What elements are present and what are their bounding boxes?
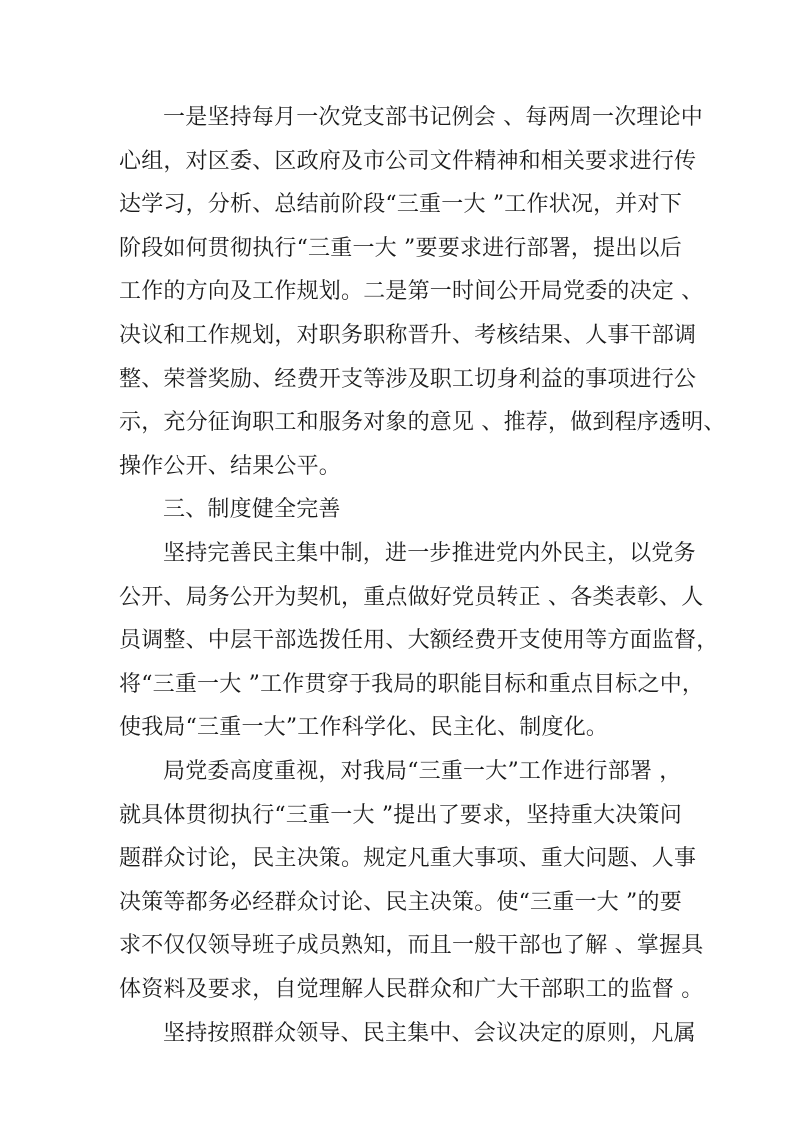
section-heading: 三、制度健全完善: [163, 497, 341, 523]
paragraph-line: 员调整、中层干部选拨任用、大额经费开支使用等方面监督，: [119, 628, 719, 654]
paragraph-line: 整、荣誉奖励、经费开支等涉及职工切身利益的事项进行公: [119, 366, 697, 392]
paragraph-line: 心组，对区委、区政府及市公司文件精神和相关要求进行传: [119, 148, 697, 174]
paragraph-line: 体资料及要求，自觉理解人民群众和广大干部职工的监督 。: [119, 977, 704, 1002]
paragraph-line: 达学习，分析、总结前阶段“三重一大 ”工作状况，并对下: [119, 192, 682, 218]
paragraph-line: 操作公开、结果公平。: [119, 453, 342, 479]
paragraph-line: 将“三重一大 ”工作贯穿于我局的职能目标和重点目标之中，: [119, 671, 705, 697]
paragraph-line: 题群众讨论，民主决策。规定凡重大事项、重大问题、人事: [119, 846, 697, 872]
paragraph-line: 一是坚持每月一次党支部书记例会 、每两周一次理论中: [163, 105, 703, 130]
paragraph-line: 决议和工作规划，对职务职称晋升、考核结果、人事干部调: [119, 323, 697, 348]
paragraph-line: 坚持完善民主集中制，进一步推进党内外民主，以党务: [163, 541, 696, 566]
paragraph-line: 决策等都务必经群众讨论、民主决策。使“三重一大 ”的要: [119, 889, 682, 915]
paragraph-line: 坚持按照群众领导、民主集中、会议决定的原则，凡属: [163, 1020, 696, 1046]
paragraph-line: 阶段如何贯彻执行“三重一大 ”要要求进行部署，提出以后: [119, 235, 682, 261]
paragraph-line: 公开、局务公开为契机，重点做好党员转正 、各类表彰、人: [119, 584, 704, 610]
paragraph-line: 示，充分征询职工和服务对象的意见 、推荐，做到程序透明、: [119, 410, 726, 436]
paragraph-line: 工作的方向及工作规划。二是第一时间公开局党委的决定 、: [119, 279, 704, 305]
paragraph-line: 求不仅仅领导班子成员熟知，而且一般干部也了解 、掌握具: [119, 933, 704, 959]
paragraph-line: 局党委高度重视，对我局“三重一大”工作进行部署 ，: [163, 759, 682, 784]
paragraph-line: 使我局“三重一大”工作科学化、民主化、制度化。: [119, 715, 609, 741]
paragraph-line: 就具体贯彻执行“三重一大 ”提出了要求，坚持重大决策问: [119, 802, 682, 828]
